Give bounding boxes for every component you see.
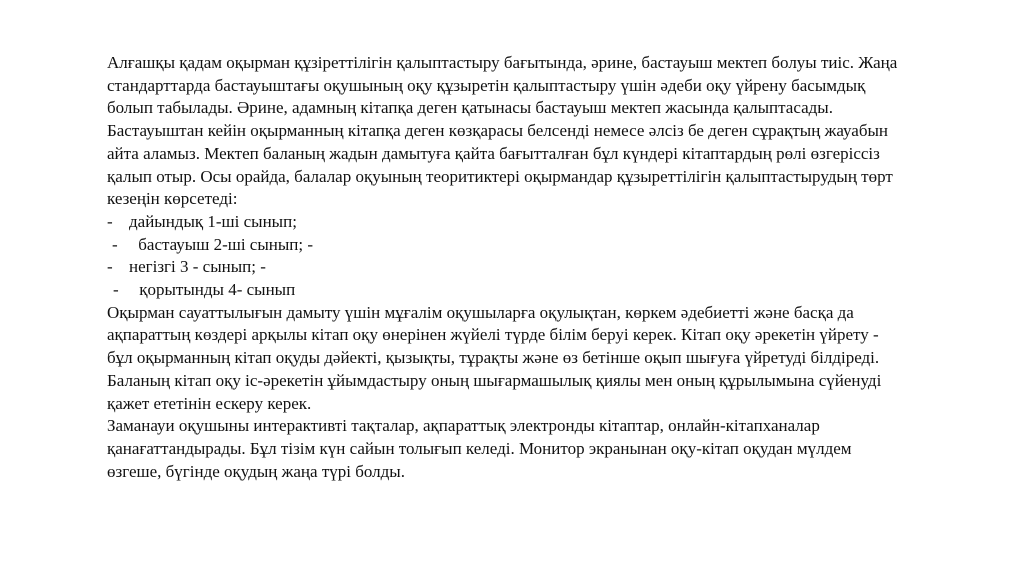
stages-list: [107, 211, 907, 302]
paragraph-modern-reader: Заманауи оқушыны интерактивті тақталар, ақпараттық электронды кітаптар, онлайн-кітапханалар қанағаттандырады. Бұл тізім күн сайын толығып келеді. Монитор экранынан оқу-кітап оқудан мүлдем өзгеше, бүгінде оқудың жаңа түрі болды.: [107, 416, 852, 481]
list-item-text: негізгі 3 - сынып; -: [129, 257, 266, 277]
list-item: [107, 234, 907, 257]
bullet-dash-icon: -: [107, 211, 113, 231]
paragraph-reading-literacy: Оқырман сауаттылығын дамыту үшін мұғалім оқушыларға оқулықтан, көркем әдебиетті және басқа да ақпараттың көздері арқылы кітап оқу өнерінен жүйелі түрде білім беруі керек. Кітап оқу әрекетін үйрету - бұл оқырманның кітап оқуды дәйекті, қызықты, тұрақты және өз бетінше оқып шығуға үйретуді білдіреді. Баланың кітап оқу іс-әрекетін ұйымдастыру оның шығармашылық қиялы мен оның құрылымына сүйенуді қажет ететінін ескеру керек.: [107, 302, 882, 413]
list-item: [107, 256, 907, 279]
list-item-text: бастауыш 2-ші сынып; -: [134, 234, 314, 254]
paragraph-intro: Алғашқы қадам оқырман құзіреттілігін қалыптастыру бағытында, әрине, бастауыш мектеп болуы тиіс. Жаңа стандарттарда бастауыштағы оқушының оқу құзыретін қалыптастыру үшін әдеби оқу үйрену басымдық болып табылады. Әрине, адамның кітапқа деген қатынасы бастауыш мектеп жасында қалыптасады. Бастауыштан кейін оқырманның кітапқа деген көзқарасы белсенді немесе әлсіз бе деген сұрақтың жауабын айта аламыз. Мектеп баланың жадын дамытуға қайта бағытталған бұл күндері кітаптардың рөлі өзгеріссіз қалып отыр. Осы орайда, балалар оқуының теоритиктері оқырмандар құзыреттілігін қалыптастырудың төрт кезеңін көрсетеді:: [107, 53, 898, 209]
text-block: [107, 52, 907, 483]
bullet-dash-icon: -: [107, 257, 113, 277]
bullet-dash-icon: -: [112, 234, 118, 254]
list-item: [107, 279, 907, 302]
bullet-dash-icon: -: [113, 280, 119, 300]
list-item: [107, 211, 907, 234]
list-item-text: қорытынды 4- сынып: [135, 280, 296, 300]
list-item-text: дайындық 1-ші сынып;: [129, 211, 297, 231]
